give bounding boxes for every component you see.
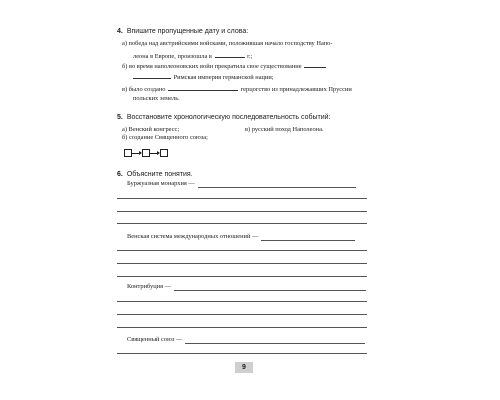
task-4-c-line1: в) было создано герцогство из принадлежавших Пруссии <box>122 86 352 93</box>
task-4-title: Впишите пропущенные дату и слова: <box>126 28 249 35</box>
task-4-heading <box>117 27 377 36</box>
task-6-heading <box>117 170 377 179</box>
task-4-b-blank-2[interactable] <box>133 72 171 79</box>
term-row-contribution <box>127 283 366 291</box>
answer-line[interactable] <box>117 314 367 315</box>
term-vienna-system: Венская система международных отношений — <box>127 233 259 240</box>
task-6-number: 6. <box>117 171 123 178</box>
task-5-item-b: б) создание Священного союза; <box>122 134 208 141</box>
answer-line[interactable] <box>117 327 367 328</box>
task-5-item-c: в) русский поход Наполеона. <box>245 126 324 133</box>
task-4-b-blank-1[interactable] <box>304 61 326 68</box>
term-holy-alliance: Священный союз — <box>127 336 183 343</box>
task-5-heading <box>117 113 377 122</box>
term-contribution: Контрибуция — <box>127 283 172 290</box>
task-4-a-line2: леона в Европе, произошла в г.; <box>133 53 253 60</box>
term-row-bourgeois-monarchy <box>127 180 356 188</box>
task-4-c-line2: польских земель. <box>133 95 180 102</box>
sequence-box-3[interactable] <box>160 149 168 157</box>
arrow-right-icon <box>150 149 160 157</box>
task-4-number: 4. <box>117 28 123 35</box>
answer-line[interactable] <box>174 284 366 291</box>
page-number: 9 <box>235 362 253 373</box>
answer-line[interactable] <box>117 276 367 277</box>
answer-line[interactable] <box>198 181 356 188</box>
answer-line[interactable] <box>261 234 355 241</box>
task-4-c-blank[interactable] <box>168 84 238 91</box>
answer-line[interactable] <box>117 353 367 354</box>
task-4-a-line1: а) победа над австрийскими войсками, положившая начало господству Напо- <box>122 40 333 47</box>
task-4-b-line1: б) во время наполеоновских войн прекратила свое существование <box>122 61 327 71</box>
task-5-number: 5. <box>117 114 123 121</box>
answer-line[interactable] <box>117 223 367 224</box>
arrow-right-icon <box>132 149 142 157</box>
task-5-item-a: а) Венский конгресс; <box>122 126 180 133</box>
task-6-title: Объясните понятия. <box>126 171 193 178</box>
sequence-box-1[interactable] <box>124 149 132 157</box>
sequence-answer-boxes <box>124 149 168 157</box>
term-bourgeois-monarchy: Буржуазная монархия — <box>127 180 195 187</box>
answer-line[interactable] <box>117 301 367 302</box>
task-5-title: Восстановите хронологическую последовательность событий: <box>126 114 331 121</box>
term-row-holy-alliance <box>127 336 365 344</box>
answer-line[interactable] <box>185 337 365 344</box>
answer-line[interactable] <box>117 250 367 251</box>
task-4-a-blank-date[interactable] <box>215 51 245 58</box>
sequence-box-2[interactable] <box>142 149 150 157</box>
answer-line[interactable] <box>117 263 367 264</box>
task-4-b-line2: Римская империя германской нации; <box>133 72 274 82</box>
answer-line[interactable] <box>117 198 367 199</box>
term-row-vienna-system <box>127 233 355 241</box>
answer-line[interactable] <box>117 211 367 212</box>
